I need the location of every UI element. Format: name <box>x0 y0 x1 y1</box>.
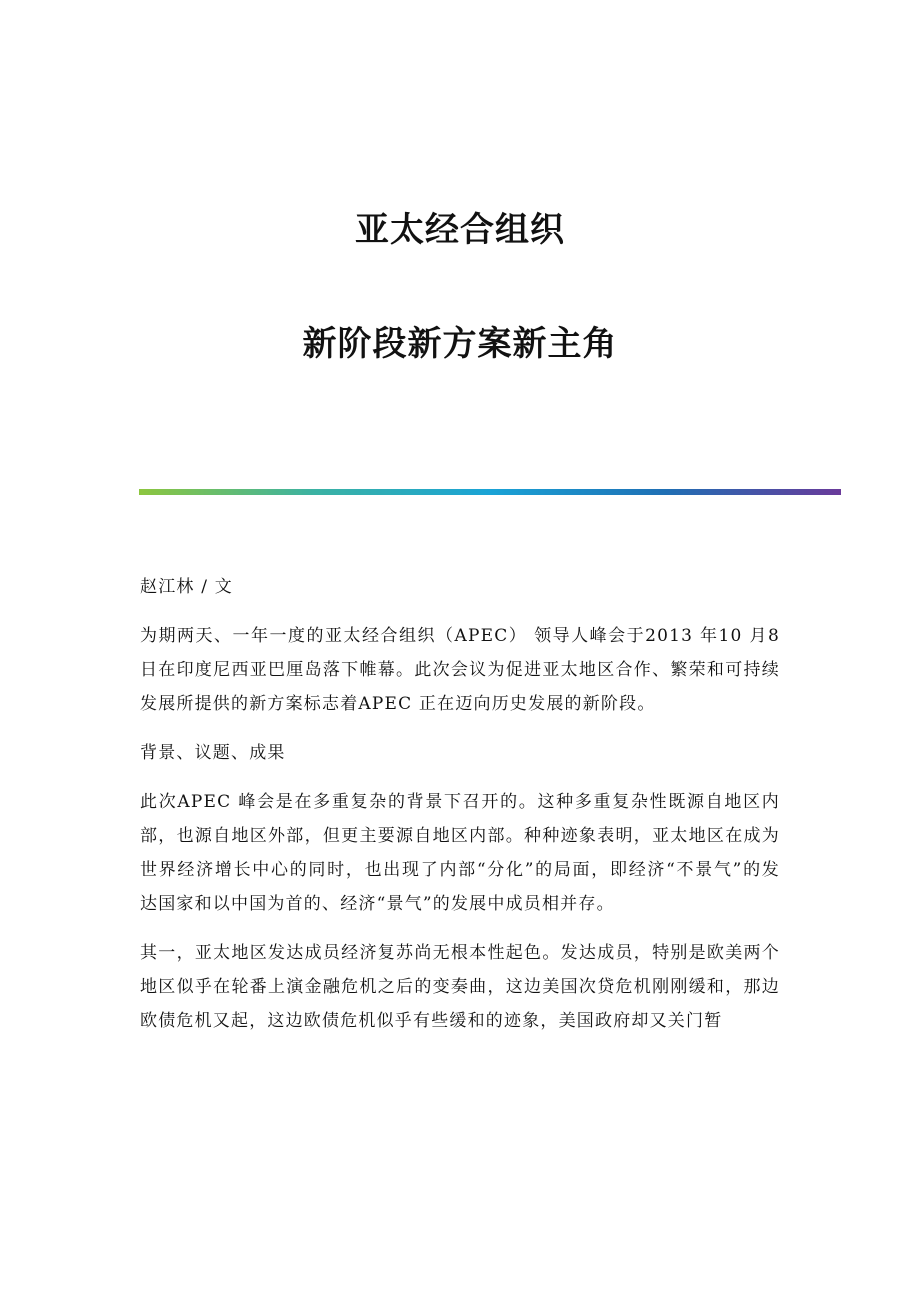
title-line-2: 新阶段新方案新主角 <box>302 324 618 364</box>
paragraph-background: 此次APEC 峰会是在多重复杂的背景下召开的。这种多重复杂性既源自地区内部，也源自地区外部，但更主要源自地区内部。种种迹象表明，亚太地区在成为世界经济增长中心的同时，也出现了内部“分化”的局面，即经济“不景气”的发达国家和以中国为首的、经济“景气”的发展中成员相并存。 <box>140 792 780 914</box>
article-body <box>140 570 780 1053</box>
section-heading: 背景、议题、成果 <box>140 743 286 763</box>
author-line: 赵江林 / 文 <box>140 577 233 597</box>
paragraph-intro: 为期两天、一年一度的亚太经合组织（APEC） 领导人峰会于2013 年10 月8 日在印度尼西亚巴厘岛落下帷幕。此次会议为促进亚太地区合作、繁荣和可持续发展所提供的新方案标志着APEC 正在迈向历史发展的新阶段。 <box>140 626 780 714</box>
gradient-divider <box>139 489 841 495</box>
paragraph-first-point: 其一，亚太地区发达成员经济复苏尚无根本性起色。发达成员，特别是欧美两个地区似乎在轮番上演金融危机之后的变奏曲，这边美国次贷危机刚刚缓和，那边欧债危机又起，这边欧债危机似乎有些缓和的迹象，美国政府却又关门暂 <box>140 943 780 1031</box>
title-line-1: 亚太经合组织 <box>355 210 565 250</box>
